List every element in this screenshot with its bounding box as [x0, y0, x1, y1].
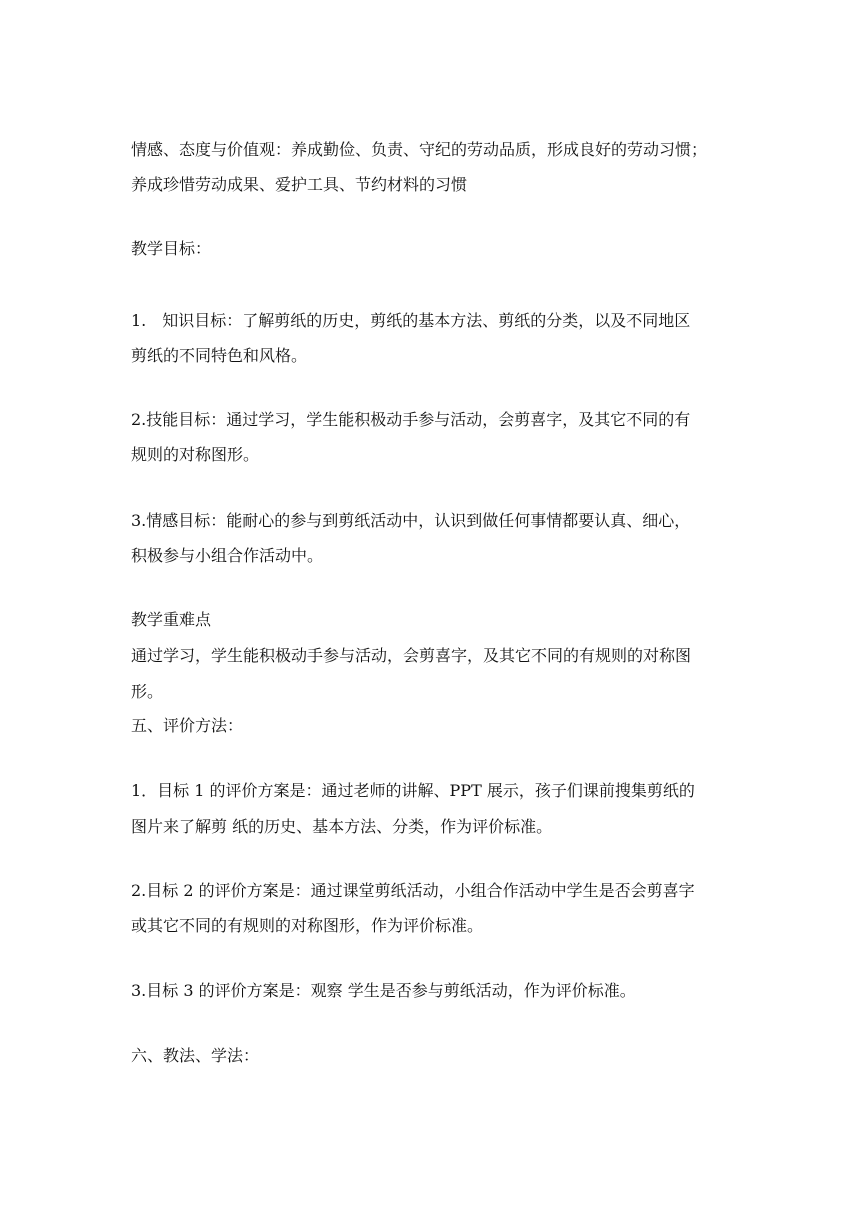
key-difficult-line-1: 通过学习，学生能积极动手参与活动，会剪喜字，及其它不同的有规则的对称图: [131, 646, 692, 665]
emotion-objective-line-1: 3.情感目标：能耐心的参与到剪纸活动中，认识到做任何事情都要认真、细心，: [131, 511, 691, 530]
evaluation-plan-1-line-1: 1．目标 1 的评价方案是：通过老师的讲解、PPT 展示，孩子们课前搜集剪纸的: [131, 781, 695, 800]
evaluation-methods-heading: 五、评价方法：: [131, 716, 244, 735]
knowledge-objective-line-2: 剪纸的不同特色和风格。: [131, 346, 308, 365]
teaching-methods-heading: 六、教法、学法：: [131, 1046, 260, 1065]
key-difficult-heading: 教学重难点: [131, 610, 212, 629]
attitude-values-line-2: 养成珍惜劳动成果、爱护工具、节约材料的习惯: [131, 175, 468, 194]
knowledge-objective-line-1: 1. 知识目标：了解剪纸的历史，剪纸的基本方法、剪纸的分类，以及不同地区: [131, 311, 691, 330]
evaluation-plan-2-line-1: 2.目标 2 的评价方案是：通过课堂剪纸活动，小组合作活动中学生是否会剪喜字: [131, 881, 695, 900]
evaluation-plan-1-line-2: 图片来了解剪 纸的历史、基本方法、分类，作为评价标准。: [131, 817, 553, 836]
teaching-objectives-heading: 教学目标：: [131, 239, 212, 258]
evaluation-plan-3-line: 3.目标 3 的评价方案是：观察 学生是否参与剪纸活动，作为评价标准。: [131, 981, 636, 1000]
attitude-values-line-1: 情感、态度与价值观：养成勤俭、负责、守纪的劳动品质，形成良好的劳动习惯；: [131, 140, 708, 159]
emotion-objective-line-2: 积极参与小组合作活动中。: [131, 546, 324, 565]
skill-objective-line-2: 规则的对称图形。: [131, 445, 260, 464]
evaluation-plan-2-line-2: 或其它不同的有规则的对称图形，作为评价标准。: [131, 916, 484, 935]
document-page: [131, 0, 731, 1216]
skill-objective-line-1: 2.技能目标：通过学习，学生能积极动手参与活动，会剪喜字，及其它不同的有: [131, 410, 691, 429]
key-difficult-line-2: 形。: [131, 682, 164, 701]
